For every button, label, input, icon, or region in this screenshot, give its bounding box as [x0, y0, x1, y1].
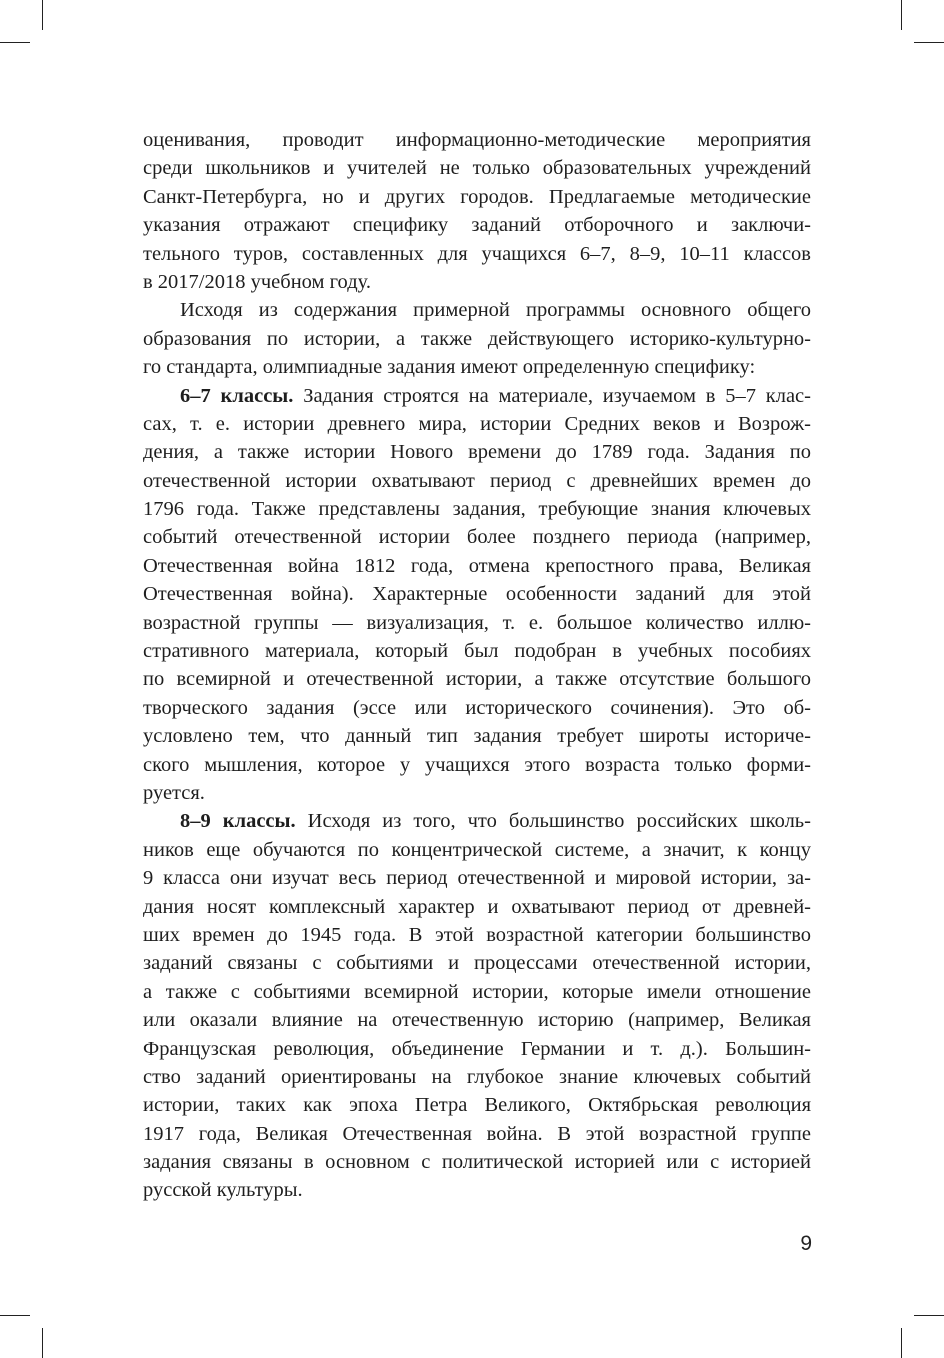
paragraph [143, 807, 811, 1204]
text-line [143, 637, 811, 665]
crop-mark-bottom-right-v [901, 1328, 902, 1358]
line-text: указания отражают специфику заданий отборочного и заключи- [143, 214, 811, 237]
text-line [143, 126, 811, 154]
crop-mark-top-right-v [901, 0, 902, 30]
line-text: Отечественная война 1812 года, отмена крепостного права, Великая [143, 554, 811, 577]
line-text: тельного туров, составленных для учащихся 6–7, 8–9, 10–11 классов [143, 242, 811, 265]
line-text: заданий связаны с событиями и процессами отечественной истории, [143, 952, 811, 975]
text-line [143, 1091, 811, 1119]
paragraph-lead: 6–7 классы. [180, 384, 294, 407]
text-line [143, 1148, 811, 1176]
paragraph [143, 382, 811, 808]
text-line [143, 1063, 811, 1091]
line-text: 1796 года. Также представлены задания, требующие знания ключевых [143, 498, 811, 521]
text-line [143, 552, 811, 580]
text-line [143, 353, 811, 381]
text-line [143, 523, 811, 551]
line-text: русской культуры. [143, 1179, 303, 1202]
text-line [143, 325, 811, 353]
line-text: го стандарта, олимпиадные задания имеют определенную специфику: [143, 356, 756, 379]
crop-mark-top-left-v [42, 0, 43, 30]
text-line [143, 211, 811, 239]
crop-mark-bottom-left-v [42, 1328, 43, 1358]
line-text: ского мышления, которое у учащихся этого возраста только форми- [143, 753, 811, 776]
line-text: ство заданий ориентированы на глубокое знание ключевых событий [143, 1065, 811, 1088]
line-text: стративного материала, который был подобран в учебных пособиях [143, 640, 811, 663]
text-line [143, 665, 811, 693]
text-line [143, 1120, 811, 1148]
paragraph [143, 126, 811, 296]
text-line [143, 807, 811, 835]
line-text: 9 класса они изучат весь период отечественной и мировой истории, за- [143, 867, 811, 890]
line-text: Санкт-Петербурга, но и других городов. Предлагаемые методические [143, 185, 811, 208]
paragraph [143, 296, 811, 381]
text-line [143, 296, 811, 324]
text-line [143, 864, 811, 892]
crop-mark-top-left-h [0, 42, 30, 43]
text-line [143, 410, 811, 438]
text-line [143, 580, 811, 608]
text-line [143, 779, 811, 807]
crop-mark-bottom-left-h [0, 1315, 30, 1316]
line-text: руется. [143, 781, 205, 804]
crop-mark-bottom-right-h [914, 1315, 944, 1316]
crop-mark-top-right-h [914, 42, 944, 43]
line-text: ников еще обучаются по концентрической системе, а значит, к концу [143, 838, 811, 861]
line-text: Исходя из того, что большинство российских школь- [295, 810, 811, 833]
text-line [143, 240, 811, 268]
line-text: 1917 года, Великая Отечественная война. В этой возрастной группе [143, 1122, 811, 1145]
body-text [143, 126, 811, 1205]
line-text: дения, а также истории Нового времени до 1789 года. Задания по [143, 441, 811, 464]
text-line [143, 1006, 811, 1034]
line-text: образования по истории, а также действующего историко-культурно- [143, 327, 811, 350]
line-text: среди школьников и учителей не только образовательных учреждений [143, 157, 811, 180]
text-line [143, 268, 811, 296]
line-text: событий отечественной истории более позднего периода (например, [143, 526, 811, 549]
text-line [143, 751, 811, 779]
text-line [143, 183, 811, 211]
line-text: а также с событиями всемирной истории, которые имели отношение [143, 980, 811, 1003]
page-number: 9 [800, 1232, 812, 1255]
text-line [143, 836, 811, 864]
text-line [143, 495, 811, 523]
line-text: в 2017/2018 учебном году. [143, 270, 371, 293]
line-text: по всемирной и отечественной истории, а также отсутствие большого [143, 668, 811, 691]
line-text: или оказали влияние на отечественную историю (например, Великая [143, 1009, 811, 1032]
text-line [143, 722, 811, 750]
paragraph-lead: 8–9 классы. [180, 810, 296, 833]
text-line [143, 154, 811, 182]
line-text: творческого задания (эссе или исторического сочинения). Это об- [143, 696, 811, 719]
text-line [143, 382, 811, 410]
line-text: Французская революция, объединение Германии и т. д.). Большин- [143, 1037, 811, 1060]
line-text: Исходя из содержания примерной программы основного общего [180, 299, 811, 322]
text-line [143, 978, 811, 1006]
text-line [143, 893, 811, 921]
text-line [143, 467, 811, 495]
line-text: отечественной истории охватывают период с древнейших времен до [143, 469, 811, 492]
line-text: ших времен до 1945 года. В этой возрастной категории большинство [143, 923, 811, 946]
text-line [143, 1176, 811, 1204]
line-text: оценивания, проводит информационно-методические мероприятия [143, 129, 811, 151]
line-text: истории, таких как эпоха Петра Великого, Октябрьская революция [143, 1094, 811, 1117]
line-text: условлено тем, что данный тип задания требует широты историче- [143, 725, 811, 748]
line-text: Отечественная война). Характерные особенности заданий для этой [143, 583, 811, 606]
text-line [143, 921, 811, 949]
text-line [143, 1035, 811, 1063]
text-line [143, 694, 811, 722]
text-line [143, 438, 811, 466]
line-text: сах, т. е. истории древнего мира, истории Средних веков и Возрож- [143, 412, 811, 435]
text-line [143, 609, 811, 637]
text-line [143, 949, 811, 977]
line-text: Задания строятся на материале, изучаемом в 5–7 клас- [293, 384, 811, 407]
line-text: дания носят комплексный характер и охватывают период от древней- [143, 895, 811, 918]
line-text: задания связаны в основном с политической историей или с историей [143, 1151, 811, 1174]
line-text: возрастной группы — визуализация, т. е. большое количество иллю- [143, 611, 811, 634]
